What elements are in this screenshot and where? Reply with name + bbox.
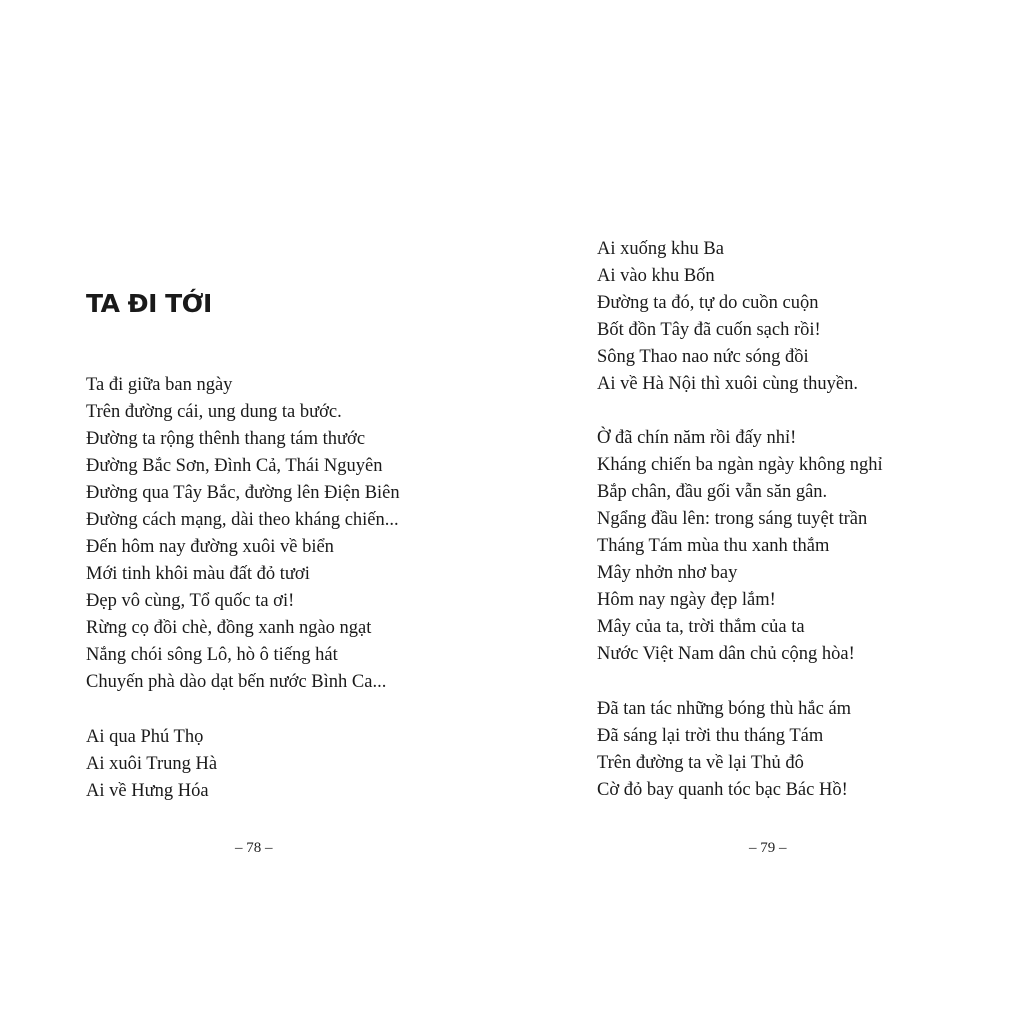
verse-line: Trên đường ta về lại Thủ đô bbox=[597, 753, 804, 773]
verse-line: Đẹp vô cùng, Tổ quốc ta ơi! bbox=[86, 591, 295, 611]
verse-line: Ờ đã chín năm rồi đấy nhỉ! bbox=[597, 428, 797, 448]
right-stanza-3 bbox=[597, 696, 851, 804]
verse-line: Nước Việt Nam dân chủ cộng hòa! bbox=[597, 644, 855, 664]
verse-line: Ai vào khu Bốn bbox=[597, 266, 715, 286]
verse-line: Mây nhởn nhơ bay bbox=[597, 563, 738, 583]
right-stanza-2 bbox=[597, 425, 883, 668]
verse-line: Ai xuống khu Ba bbox=[597, 239, 724, 259]
verse-line: Rừng cọ đồi chè, đồng xanh ngào ngạt bbox=[86, 618, 372, 638]
verse-line: Ai về Hưng Hóa bbox=[86, 781, 209, 801]
verse-line: Đã tan tác những bóng thù hắc ám bbox=[597, 699, 852, 719]
verse-line: Mây của ta, trời thắm của ta bbox=[597, 617, 805, 637]
verse-line: Cờ đỏ bay quanh tóc bạc Bác Hồ! bbox=[597, 780, 848, 800]
verse-line: Ai qua Phú Thọ bbox=[86, 727, 204, 747]
right-stanza-1 bbox=[597, 236, 858, 398]
verse-line: Đường cách mạng, dài theo kháng chiến... bbox=[86, 510, 399, 530]
verse-line: Trên đường cái, ung dung ta bước. bbox=[86, 402, 342, 422]
poem-title: TA ĐI TỚI bbox=[86, 289, 212, 318]
verse-line: Đường Bắc Sơn, Đình Cả, Thái Nguyên bbox=[86, 456, 383, 476]
page-number: – 79 – bbox=[749, 840, 787, 856]
verse-line: Tháng Tám mùa thu xanh thắm bbox=[597, 536, 830, 556]
verse-line: Ta đi giữa ban ngày bbox=[86, 375, 233, 395]
verse-line: Đường ta rộng thênh thang tám thước bbox=[86, 429, 366, 449]
verse-line: Ai xuôi Trung Hà bbox=[86, 754, 218, 774]
verse-line: Ngẩng đầu lên: trong sáng tuyệt trần bbox=[597, 509, 868, 529]
verse-line: Đến hôm nay đường xuôi về biển bbox=[86, 537, 334, 557]
verse-line: Bắp chân, đầu gối vẫn săn gân. bbox=[597, 482, 828, 502]
verse-line: Hôm nay ngày đẹp lắm! bbox=[597, 590, 776, 610]
right-page bbox=[512, 0, 1024, 1024]
verse-line: Ai về Hà Nội thì xuôi cùng thuyền. bbox=[597, 374, 859, 394]
verse-line: Kháng chiến ba ngàn ngày không nghỉ bbox=[597, 455, 883, 475]
verse-line: Sông Thao nao nức sóng đồi bbox=[597, 347, 809, 367]
verse-line: Nắng chói sông Lô, hò ô tiếng hát bbox=[86, 645, 338, 665]
left-stanza-2 bbox=[86, 724, 217, 805]
verse-line: Bốt đồn Tây đã cuốn sạch rồi! bbox=[597, 320, 821, 340]
verse-line: Đã sáng lại trời thu tháng Tám bbox=[597, 726, 824, 746]
verse-line: Mới tinh khôi màu đất đỏ tươi bbox=[86, 564, 310, 584]
verse-line: Đường ta đó, tự do cuồn cuộn bbox=[597, 293, 819, 313]
verse-line: Chuyến phà dào dạt bến nước Bình Ca... bbox=[86, 672, 387, 692]
left-stanza-1 bbox=[86, 372, 400, 696]
verse-line: Đường qua Tây Bắc, đường lên Điện Biên bbox=[86, 483, 400, 503]
page-number: – 78 – bbox=[235, 840, 273, 856]
